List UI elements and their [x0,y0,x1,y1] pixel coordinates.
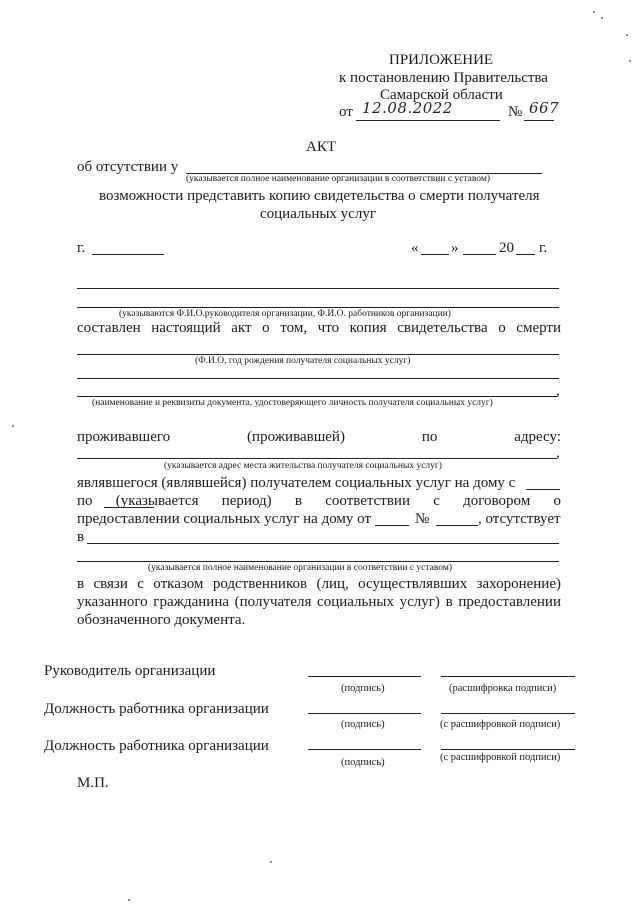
contract-line-a: предоставлении социальных услуг на дому от [77,511,372,527]
appendix-line-2: Самарской области [380,87,503,103]
scan-speck [626,34,628,36]
date-handwritten: 12.08.2022 [362,99,453,117]
appendix-title: ПРИЛОЖЕНИЕ [389,52,494,68]
hint-fio-recipient: (Ф.И.О, год рождения получателя социальных услуг) [195,356,411,366]
decode-hint-head: (расшифровка подписи) [449,683,557,694]
act-title: АКТ [306,139,336,155]
address-line [77,458,557,459]
document-line-1 [77,378,559,379]
address-comma: , [556,445,560,461]
org-line-2a [87,543,559,544]
org-line-2b [77,561,559,562]
city-line [92,254,164,255]
absence-prefix: об отсутствии у [77,159,179,175]
number-handwritten: 667 [529,99,560,117]
sign-hint-worker-1: (подпись) [341,719,385,730]
reason-line-2: указанного гражданина (получателя социальных услуг) в предоставлении [77,594,561,610]
reason-line-1: в связи с отказом родственников (лиц, осуществлявших захоронение) [77,576,561,592]
contract-date-line [375,525,409,526]
scan-speck [593,11,595,13]
signature-role-head: Руководитель организации [44,663,216,679]
number-sign: № [508,104,523,120]
contract-line-b: , отсутствует [478,511,561,527]
scan-speck [12,425,14,427]
until-date-line [104,507,154,508]
year-line [516,254,535,255]
signature-role-worker-2: Должность работника организации [44,738,269,754]
decode-hint-worker-1: (с расшифровкой подписи) [440,719,561,730]
year-prefix: 20 [499,240,514,256]
scan-speck [601,17,603,19]
in-prefix: в [77,529,85,545]
document-comma: , [556,383,560,399]
document-line-2 [77,396,557,397]
year-suffix: г. [539,240,548,256]
signature-line-head [308,676,421,677]
scan-speck [270,861,272,863]
date-prefix: от [339,104,353,120]
fio-recipient-line [77,354,559,355]
period-line: по (указывается период) в соответствии с договором о [77,493,561,509]
decode-line-worker-2 [441,749,575,750]
fio-head-line-2 [77,307,559,308]
recipient-line: являвшегося (являвшейся) получателем социальных услуг на дому с [77,475,516,491]
sign-hint-head: (подпись) [341,683,385,694]
hint-document: (наименование и реквизиты документа, удостоверяющего личность получателя социальных услуг) [92,398,493,408]
stamp-place: М.П. [77,775,109,791]
month-line [463,254,496,255]
since-date-line [526,489,560,490]
residing-line: проживавшего (проживавшей) по адресу: [77,429,561,445]
decode-line-head [441,676,575,677]
signature-line-worker-1 [308,713,421,714]
hint-org-name: (указывается полное наименование организации в соответствии с уставом) [186,174,491,184]
date-open-quote: « [411,240,419,256]
services-line: социальных услуг [260,206,376,222]
date-underline [356,120,500,121]
date-close-quote: » [451,240,459,256]
fio-head-line-1 [77,288,559,289]
possibility-line: возможности представить копию свидетельства о смерти получателя [99,188,540,204]
scan-speck [629,60,631,62]
reason-line-3: обозначенного документа. [77,612,246,628]
city-prefix: г. [77,240,86,256]
decode-line-worker-1 [441,713,575,714]
number-underline [524,120,554,121]
decode-hint-worker-2: (с расшифровкой подписи) [440,752,561,763]
sign-hint-worker-2: (подпись) [341,757,385,768]
day-line [421,254,449,255]
appendix-line-1: к постановлению Правительства [339,70,548,86]
signature-line-worker-2 [308,749,421,750]
composed-line: составлен настоящий акт о том, что копия свидетельства о смерти [77,320,561,336]
signature-role-worker-1: Должность работника организации [44,701,269,717]
hint-fio-head: (указываются Ф.И.О.руководителя организации, Ф.И.О. работников организации) [119,309,451,319]
contract-number-line [436,525,478,526]
hint-org-2: (указывается полное наименование организации в соответствии с уставом) [148,563,453,573]
scan-speck [128,899,130,901]
hint-address: (указывается адрес места жительства получателя социальных услуг) [164,461,442,471]
contract-number-sign: № [415,511,430,527]
